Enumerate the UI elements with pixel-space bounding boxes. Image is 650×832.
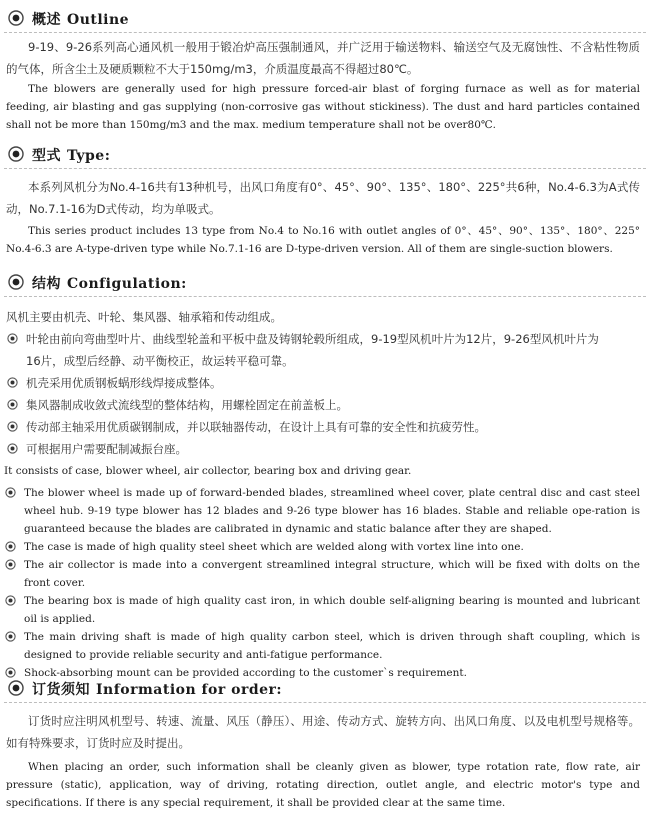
section-title-structure <box>32 273 187 293</box>
title-en: Type: <box>67 148 111 164</box>
list-item <box>2 484 640 538</box>
list-item <box>4 328 604 372</box>
title-zh: 型式 <box>32 148 61 164</box>
structure-zh-intro: 风机主要由机壳、叶轮、集风器、轴承箱和传动组成。 <box>6 310 282 324</box>
type-zh-paragraph: 本系列风机分为No.4-16共有13种机号，出风口角度有0°、45°、90°、135°、180°、225°共6种，No.4-6.3为A式传动，No.7.1-16为D式传动，均为单吸式。 <box>6 180 640 216</box>
bullet-icon <box>5 541 16 552</box>
bullseye-icon <box>8 146 24 162</box>
outline-en-paragraph: The blowers are generally used for high pressure forced-air blast of forging furnace as well as for material feeding, air blasting and gas supplying (non-corrosive gas without stickiness). The dust and hard particles contained shall not be more than 150mg/m3 and the max. medium temperature shall not be over80℃. <box>6 83 640 131</box>
structure-en-list <box>2 484 640 682</box>
section-header-type <box>4 142 646 169</box>
list-item-text: 集风器制成收敛式流线型的整体结构，用螺栓固定在前盖板上。 <box>26 398 348 412</box>
list-item-text: The case is made of high quality steel sheet which are welded along with vortex line into one. <box>24 541 524 553</box>
list-item-text: Shock-absorbing mount can be provided according to the customer`s requirement. <box>24 667 467 679</box>
outline-zh-paragraph: 9-19、9-26系列高心通风机一般用于锻冶炉高压强制通风，并广泛用于输送物料、输送空气及无腐蚀性、不含粘性物质的气体，所含尘土及硬质颗粒不大于150mg/m3，介质温度最高不得超过80℃。 <box>6 40 640 76</box>
title-en: Outline <box>67 12 130 28</box>
list-item-text: The bearing box is made of high quality cast iron, in which double self-aligning bearing is mounted and lubricant oil is applied. <box>24 595 640 625</box>
bullseye-icon <box>8 274 24 290</box>
section-title-outline <box>32 9 129 29</box>
bullseye-icon <box>8 680 24 696</box>
bullet-icon <box>7 443 18 454</box>
section-header-outline <box>4 6 646 33</box>
title-en: Information for order: <box>96 682 283 698</box>
structure-en-intro: It consists of case, blower wheel, air collector, bearing box and driving gear. <box>4 465 412 477</box>
section-header-order <box>4 676 646 703</box>
bullet-icon <box>5 631 16 642</box>
list-item <box>2 556 640 592</box>
list-item-text: The air collector is made into a convergent streamlined integral structure, which will be fixed with dolts on the front cover. <box>24 559 640 589</box>
list-item <box>4 372 604 394</box>
bullet-icon <box>5 487 16 498</box>
order-en-paragraph: When placing an order, such information shall be cleanly given as blower, type rotation rate, flow rate, air pressure (static), application, way of driving, rotating direction, outlet angle, and electric motor's type and specifications. If there is any special requirement, it shall be provided clear at the same time. <box>6 761 640 809</box>
list-item <box>2 538 640 556</box>
bullet-icon <box>7 421 18 432</box>
list-item-text: 叶轮由前向弯曲型叶片、曲线型轮盖和平板中盘及铸钢轮毂所组成，9-19型风机叶片为12片，9-26型风机叶片为16片，成型后经静、动平衡校正，故运转平稳可靠。 <box>26 332 599 368</box>
bullet-icon <box>5 559 16 570</box>
structure-zh-list <box>4 328 604 460</box>
list-item <box>4 416 604 438</box>
type-en-paragraph: This series product includes 13 type from No.4 to No.16 with outlet angles of 0°、45°、90°、135°、180°、225° No.4-6.3 are A-type-driven type while No.7.1-16 are D-type-driven version. All of them are single-suction blowers. <box>6 225 640 255</box>
section-title-type <box>32 145 110 165</box>
list-item-text: 机壳采用优质钢板蜗形线焊接成整体。 <box>26 376 222 390</box>
bullet-icon <box>7 333 18 344</box>
list-item-text: The blower wheel is made up of forward-bended blades, streamlined wheel cover, plate central disc and cast steel wheel hub. 9-19 type blower has 12 blades and 9-26 type blower has 16 blades. Stable and reliable ope-ration is guaranteed because the blades are calibrated in dynamic and static balance after they are shaped. <box>24 487 640 535</box>
list-item-text: 传动部主轴采用优质碳钢制成，并以联轴器传动，在设计上具有可靠的安全性和抗疲劳性。 <box>26 420 486 434</box>
bullseye-icon <box>8 10 24 26</box>
list-item <box>4 438 604 460</box>
title-zh: 结构 <box>32 276 61 292</box>
section-header-structure <box>4 270 646 297</box>
list-item-text: 可根据用户需要配制减振台座。 <box>26 442 187 456</box>
section-title-order <box>32 679 282 699</box>
list-item <box>2 628 640 664</box>
title-en: Configulation: <box>67 276 187 292</box>
order-zh-paragraph: 订货时应注明风机型号、转速、流量、风压（静压）、用途、传动方式、旋转方向、出风口角度、以及电机型号规格等。如有特殊要求，订货时应及时提出。 <box>6 714 640 750</box>
bullet-icon <box>5 595 16 606</box>
title-zh: 订货须知 <box>32 682 90 698</box>
list-item-text: The main driving shaft is made of high quality carbon steel, which is driven through shaft coupling, which is designed to provide reliable security and anti-fatigue performance. <box>24 631 640 661</box>
bullet-icon <box>7 377 18 388</box>
list-item <box>2 592 640 628</box>
title-zh: 概述 <box>32 12 61 28</box>
bullet-icon <box>7 399 18 410</box>
list-item <box>4 394 604 416</box>
